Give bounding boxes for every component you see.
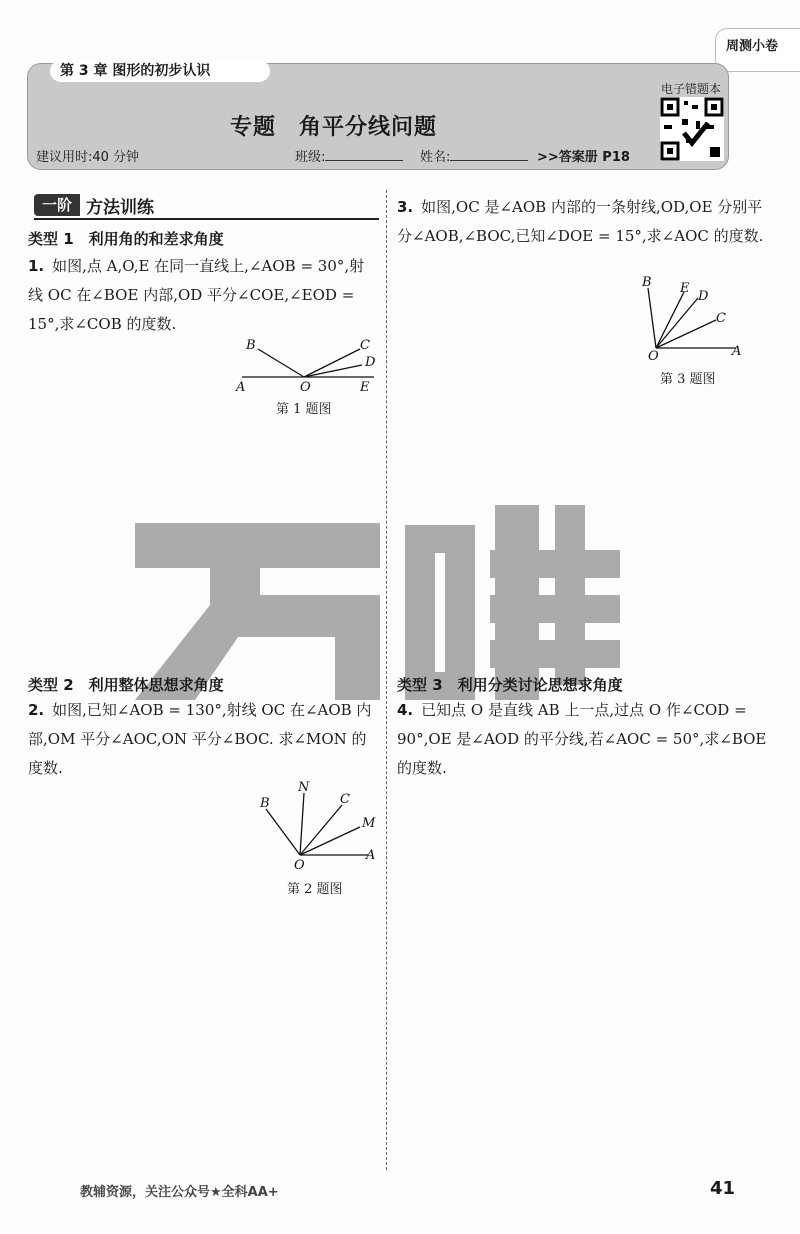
problem-1: [28, 252, 378, 339]
figure-1-caption: 第 1 题图: [276, 402, 332, 417]
footer-text: 教辅资源，关注公众号★全科AA+: [80, 1185, 279, 1200]
fig3-label-e: E: [680, 281, 690, 296]
fig1-label-b: B: [246, 338, 256, 353]
fig2-label-b: B: [260, 796, 270, 811]
fig1-label-a: A: [236, 380, 246, 395]
class-label: 班级:: [295, 146, 403, 165]
problem-2: [28, 696, 378, 783]
fig2-label-m: M: [362, 816, 376, 831]
tab-label: 周测小卷: [726, 39, 779, 54]
problem-3: [397, 193, 769, 251]
figure-1: [232, 335, 382, 395]
section-badge: 一阶: [34, 194, 80, 216]
name-label: 姓名:: [420, 146, 528, 165]
fig2-label-n: N: [298, 780, 310, 795]
type-3-label: 类型 3 利用分类讨论思想求角度: [397, 676, 623, 694]
section-header: [34, 192, 379, 220]
problem-1-text: 如图,点 A,O,E 在同一直线上,∠AOB = 30°,射线 OC 在∠BOE 内部,OD 平分∠COE,∠EOD = 15°,求∠COB 的度数.: [28, 257, 365, 333]
figure-2: [252, 775, 382, 875]
chapter-label: 第 3 章 图形的初步认识: [50, 60, 270, 82]
figure-3-caption: 第 3 题图: [660, 372, 716, 387]
problem-2-text: 如图,已知∠AOB = 130°,射线 OC 在∠AOB 内部,OM 平分∠AOC,ON 平分∠BOC. 求∠MON 的度数.: [28, 701, 372, 777]
problem-3-text: 如图,OC 是∠AOB 内部的一条射线,OD,OE 分别平分∠AOB,∠BOC,已知∠DOE = 15°,求∠AOC 的度数.: [397, 198, 764, 245]
fig2-label-c: C: [340, 792, 350, 807]
page-title: 专题 角平分线问题: [230, 115, 438, 140]
qr-label: 电子错题本: [661, 82, 722, 96]
problem-1-number: 1.: [28, 257, 45, 275]
fig1-label-e: E: [360, 380, 370, 395]
answer-reference: >>答案册 P18: [537, 150, 630, 165]
section-title: 方法训练: [86, 198, 154, 218]
problem-4-text: 已知点 O 是直线 AB 上一点,过点 O 作∠COD = 90°,OE 是∠AOD 的平分线,若∠AOC = 50°,求∠BOE 的度数.: [397, 701, 767, 777]
type-1-label: 类型 1 利用角的和差求角度: [28, 230, 224, 248]
figure-2-caption: 第 2 题图: [287, 882, 343, 897]
figure-3: [636, 270, 748, 365]
qr-code-icon[interactable]: [660, 97, 724, 161]
fig3-label-o: O: [648, 349, 659, 364]
fig1-label-c: C: [360, 338, 370, 353]
fig1-label-d: D: [365, 355, 376, 370]
fig3-label-c: C: [716, 311, 726, 326]
fig2-label-o: O: [294, 858, 305, 873]
time-label: 建议用时:40 分钟: [36, 150, 140, 165]
page-number: 41: [710, 1178, 736, 1199]
type-2-label: 类型 2 利用整体思想求角度: [28, 676, 224, 694]
problem-4-number: 4.: [397, 701, 414, 719]
fig3-label-d: D: [698, 289, 709, 304]
header-tab: [715, 28, 800, 72]
fig1-label-o: O: [300, 380, 311, 395]
problem-4: [397, 696, 769, 783]
fig3-label-b: B: [642, 275, 652, 290]
fig2-label-a: A: [366, 848, 376, 863]
fig3-label-a: A: [732, 344, 742, 359]
problem-2-number: 2.: [28, 701, 45, 719]
problem-3-number: 3.: [397, 198, 414, 216]
